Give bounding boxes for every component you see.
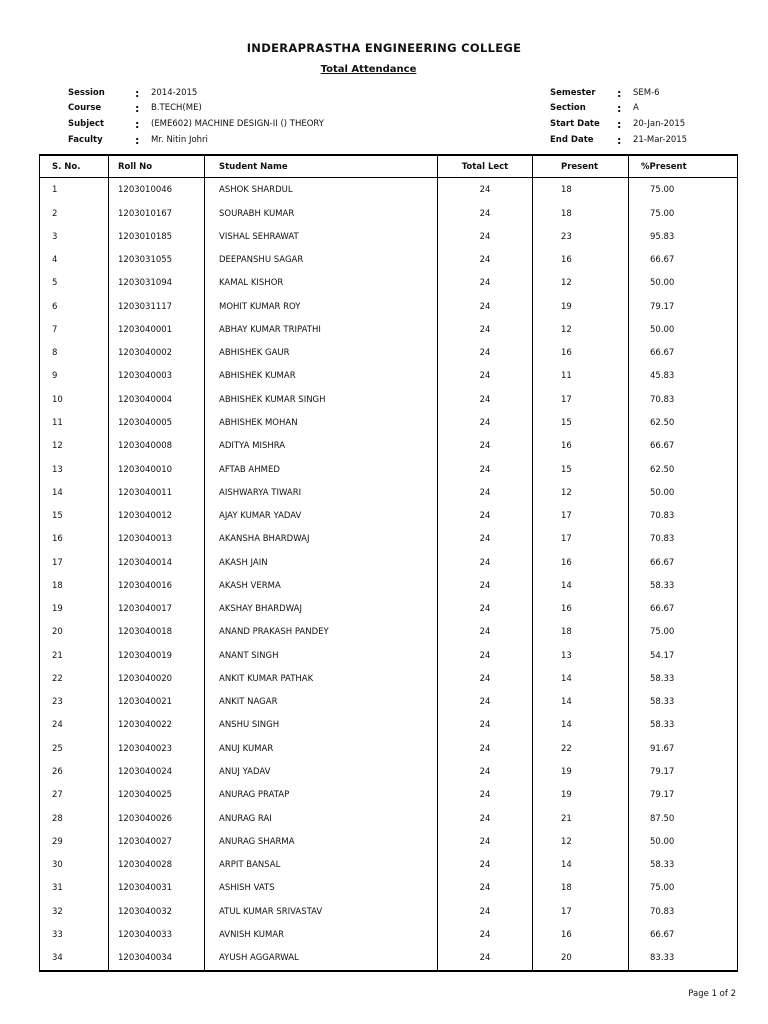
table-row [40,737,738,760]
cell-total-lect: 24 [438,435,533,458]
table-row [40,714,738,737]
cell-sno: 17 [40,551,109,574]
cell-roll-no: 1203040025 [109,784,205,807]
colon: : [135,102,140,115]
table-row [40,504,738,527]
table-row [40,760,738,783]
cell-sno: 29 [40,830,109,853]
cell-total-lect: 24 [438,202,533,225]
cell-total-lect: 24 [438,318,533,341]
cell-total-lect: 24 [438,388,533,411]
table-row [40,202,738,225]
cell-student-name: ANUJ YADAV [205,760,438,783]
table-row [40,388,738,411]
cell-percent-present: 66.67 [629,342,738,365]
cell-sno: 19 [40,598,109,621]
cell-student-name: ANKIT KUMAR PATHAK [205,667,438,690]
cell-student-name: MOHIT KUMAR ROY [205,295,438,318]
cell-student-name: ANSHU SINGH [205,714,438,737]
cell-percent-present: 66.67 [629,598,738,621]
cell-percent-present: 75.00 [629,877,738,900]
cell-roll-no: 1203040022 [109,714,205,737]
cell-total-lect: 24 [438,249,533,272]
column-header-student-name: Student Name [205,155,438,178]
column-header-total-lect: Total Lect [438,155,533,178]
cell-percent-present: 70.83 [629,388,738,411]
table-row [40,877,738,900]
cell-total-lect: 24 [438,760,533,783]
cell-student-name: ANKIT NAGAR [205,691,438,714]
table-row [40,295,738,318]
cell-student-name: ABHAY KUMAR TRIPATHI [205,318,438,341]
cell-student-name: AKASH VERMA [205,574,438,597]
cell-roll-no: 1203040012 [109,504,205,527]
cell-present: 18 [533,621,629,644]
table-row [40,947,738,971]
table-row [40,900,738,923]
cell-total-lect: 24 [438,737,533,760]
report-title: Total Attendance [320,64,417,75]
cell-student-name: ANANT SINGH [205,644,438,667]
cell-present: 23 [533,225,629,248]
cell-total-lect: 24 [438,644,533,667]
table-row [40,318,738,341]
cell-present: 21 [533,807,629,830]
table-row [40,923,738,946]
cell-sno: 8 [40,342,109,365]
cell-total-lect: 24 [438,178,533,203]
cell-sno: 23 [40,691,109,714]
cell-percent-present: 83.33 [629,947,738,971]
cell-sno: 20 [40,621,109,644]
cell-present: 12 [533,272,629,295]
page-number: Page 1 of 2 [688,989,736,999]
table-row [40,644,738,667]
table-row [40,365,738,388]
cell-percent-present: 66.67 [629,435,738,458]
cell-sno: 9 [40,365,109,388]
cell-sno: 2 [40,202,109,225]
cell-sno: 28 [40,807,109,830]
cell-present: 19 [533,760,629,783]
cell-student-name: ANURAG SHARMA [205,830,438,853]
cell-roll-no: 1203010167 [109,202,205,225]
cell-sno: 30 [40,853,109,876]
cell-present: 18 [533,202,629,225]
subject-value: (EME602) MACHINE DESIGN-II () THEORY [151,119,324,129]
cell-sno: 14 [40,481,109,504]
cell-sno: 25 [40,737,109,760]
cell-roll-no: 1203040016 [109,574,205,597]
start-date-label: Start Date [550,119,600,129]
cell-total-lect: 24 [438,458,533,481]
cell-percent-present: 45.83 [629,365,738,388]
cell-total-lect: 24 [438,225,533,248]
cell-student-name: ABHISHEK GAUR [205,342,438,365]
column-header-present: Present [533,155,629,178]
cell-student-name: ABHISHEK MOHAN [205,411,438,434]
cell-student-name: SOURABH KUMAR [205,202,438,225]
cell-roll-no: 1203040003 [109,365,205,388]
faculty-label: Faculty [68,135,103,145]
cell-roll-no: 1203040021 [109,691,205,714]
cell-roll-no: 1203040011 [109,481,205,504]
cell-percent-present: 66.67 [629,551,738,574]
cell-present: 14 [533,853,629,876]
cell-student-name: ABHISHEK KUMAR [205,365,438,388]
semester-value: SEM-6 [633,88,660,98]
cell-total-lect: 24 [438,411,533,434]
cell-percent-present: 91.67 [629,737,738,760]
table-row [40,481,738,504]
cell-percent-present: 58.33 [629,574,738,597]
cell-sno: 13 [40,458,109,481]
cell-sno: 33 [40,923,109,946]
cell-percent-present: 50.00 [629,272,738,295]
colon: : [135,87,140,100]
colon: : [617,118,622,131]
cell-present: 17 [533,388,629,411]
cell-total-lect: 24 [438,784,533,807]
course-value: B.TECH(ME) [151,103,202,113]
table-row [40,691,738,714]
end-date-label: End Date [550,135,594,145]
cell-present: 14 [533,574,629,597]
column-header-sno: S. No. [40,155,109,178]
cell-present: 15 [533,411,629,434]
cell-total-lect: 24 [438,853,533,876]
cell-roll-no: 1203040014 [109,551,205,574]
cell-percent-present: 50.00 [629,481,738,504]
cell-present: 16 [533,923,629,946]
table-row [40,342,738,365]
section-value: A [633,103,639,113]
cell-student-name: AVNISH KUMAR [205,923,438,946]
cell-student-name: ARPIT BANSAL [205,853,438,876]
table-row [40,411,738,434]
table-row [40,272,738,295]
cell-percent-present: 54.17 [629,644,738,667]
cell-student-name: ASHOK SHARDUL [205,178,438,203]
cell-percent-present: 95.83 [629,225,738,248]
cell-roll-no: 1203040026 [109,807,205,830]
cell-percent-present: 79.17 [629,760,738,783]
section-label: Section [550,103,586,113]
cell-student-name: AKSHAY BHARDWAJ [205,598,438,621]
cell-present: 22 [533,737,629,760]
cell-percent-present: 87.50 [629,807,738,830]
cell-present: 12 [533,481,629,504]
table-row [40,830,738,853]
cell-total-lect: 24 [438,877,533,900]
table-row [40,621,738,644]
cell-present: 14 [533,714,629,737]
cell-roll-no: 1203040013 [109,528,205,551]
cell-roll-no: 1203040019 [109,644,205,667]
cell-roll-no: 1203040027 [109,830,205,853]
course-label: Course [68,103,102,113]
cell-percent-present: 75.00 [629,178,738,203]
cell-roll-no: 1203040008 [109,435,205,458]
attendance-table [39,154,738,972]
session-value: 2014-2015 [151,88,198,98]
subject-label: Subject [68,119,105,129]
cell-present: 11 [533,365,629,388]
cell-present: 14 [533,691,629,714]
cell-student-name: AJAY KUMAR YADAV [205,504,438,527]
cell-total-lect: 24 [438,598,533,621]
cell-roll-no: 1203040018 [109,621,205,644]
table-row [40,225,738,248]
cell-roll-no: 1203031055 [109,249,205,272]
colon: : [135,134,140,147]
cell-total-lect: 24 [438,667,533,690]
cell-total-lect: 24 [438,295,533,318]
cell-percent-present: 66.67 [629,249,738,272]
cell-total-lect: 24 [438,830,533,853]
cell-roll-no: 1203040034 [109,947,205,971]
cell-student-name: ANURAG RAI [205,807,438,830]
cell-percent-present: 79.17 [629,295,738,318]
cell-sno: 1 [40,178,109,203]
cell-roll-no: 1203040004 [109,388,205,411]
cell-sno: 6 [40,295,109,318]
colon: : [617,102,622,115]
cell-total-lect: 24 [438,528,533,551]
cell-total-lect: 24 [438,342,533,365]
cell-total-lect: 24 [438,691,533,714]
cell-sno: 31 [40,877,109,900]
cell-percent-present: 50.00 [629,830,738,853]
cell-present: 12 [533,830,629,853]
cell-roll-no: 1203040023 [109,737,205,760]
cell-percent-present: 66.67 [629,923,738,946]
cell-present: 17 [533,528,629,551]
cell-roll-no: 1203040028 [109,853,205,876]
cell-student-name: ABHISHEK KUMAR SINGH [205,388,438,411]
table-header-row [40,155,738,178]
cell-student-name: AYUSH AGGARWAL [205,947,438,971]
cell-student-name: AISHWARYA TIWARI [205,481,438,504]
cell-present: 16 [533,249,629,272]
table-row [40,598,738,621]
table-row [40,178,738,203]
cell-total-lect: 24 [438,574,533,597]
table-row [40,458,738,481]
cell-percent-present: 75.00 [629,202,738,225]
cell-total-lect: 24 [438,807,533,830]
cell-roll-no: 1203040031 [109,877,205,900]
cell-present: 16 [533,342,629,365]
cell-percent-present: 58.33 [629,853,738,876]
cell-percent-present: 70.83 [629,528,738,551]
cell-percent-present: 62.50 [629,411,738,434]
cell-student-name: DEEPANSHU SAGAR [205,249,438,272]
cell-percent-present: 50.00 [629,318,738,341]
faculty-value: Mr. Nitin Johri [151,135,208,145]
cell-percent-present: 58.33 [629,691,738,714]
cell-student-name: ANAND PRAKASH PANDEY [205,621,438,644]
cell-roll-no: 1203040033 [109,923,205,946]
college-name: INDERAPRASTHA ENGINEERING COLLEGE [246,41,522,55]
cell-total-lect: 24 [438,551,533,574]
cell-roll-no: 1203040001 [109,318,205,341]
cell-sno: 26 [40,760,109,783]
cell-roll-no: 1203040002 [109,342,205,365]
cell-present: 16 [533,551,629,574]
table-row [40,249,738,272]
cell-present: 16 [533,598,629,621]
cell-sno: 12 [40,435,109,458]
cell-sno: 10 [40,388,109,411]
cell-roll-no: 1203040032 [109,900,205,923]
table-row [40,528,738,551]
semester-label: Semester [550,88,596,98]
cell-total-lect: 24 [438,947,533,971]
cell-sno: 7 [40,318,109,341]
cell-roll-no: 1203010185 [109,225,205,248]
cell-percent-present: 70.83 [629,900,738,923]
cell-student-name: VISHAL SEHRAWAT [205,225,438,248]
cell-sno: 21 [40,644,109,667]
cell-percent-present: 70.83 [629,504,738,527]
cell-total-lect: 24 [438,365,533,388]
cell-student-name: AKASH JAIN [205,551,438,574]
cell-roll-no: 1203040005 [109,411,205,434]
cell-total-lect: 24 [438,621,533,644]
cell-student-name: ASHISH VATS [205,877,438,900]
cell-roll-no: 1203031094 [109,272,205,295]
cell-present: 12 [533,318,629,341]
cell-total-lect: 24 [438,481,533,504]
session-label: Session [68,88,105,98]
cell-present: 19 [533,784,629,807]
cell-sno: 27 [40,784,109,807]
table-row [40,574,738,597]
table-row [40,551,738,574]
cell-sno: 24 [40,714,109,737]
cell-student-name: AKANSHA BHARDWAJ [205,528,438,551]
cell-roll-no: 1203040020 [109,667,205,690]
cell-sno: 3 [40,225,109,248]
cell-roll-no: 1203040010 [109,458,205,481]
cell-roll-no: 1203040024 [109,760,205,783]
cell-student-name: ANURAG PRATAP [205,784,438,807]
cell-total-lect: 24 [438,272,533,295]
end-date-value: 21-Mar-2015 [633,135,688,145]
cell-percent-present: 75.00 [629,621,738,644]
cell-sno: 18 [40,574,109,597]
cell-present: 13 [533,644,629,667]
cell-total-lect: 24 [438,923,533,946]
column-header-roll-no: Roll No [109,155,205,178]
cell-total-lect: 24 [438,900,533,923]
cell-sno: 15 [40,504,109,527]
table-row [40,784,738,807]
cell-student-name: AFTAB AHMED [205,458,438,481]
cell-percent-present: 58.33 [629,667,738,690]
colon: : [135,118,140,131]
cell-student-name: KAMAL KISHOR [205,272,438,295]
cell-present: 14 [533,667,629,690]
cell-percent-present: 58.33 [629,714,738,737]
cell-sno: 5 [40,272,109,295]
table-row [40,667,738,690]
cell-present: 17 [533,900,629,923]
cell-sno: 34 [40,947,109,971]
cell-roll-no: 1203040017 [109,598,205,621]
cell-sno: 32 [40,900,109,923]
cell-present: 17 [533,504,629,527]
cell-percent-present: 62.50 [629,458,738,481]
cell-sno: 22 [40,667,109,690]
cell-student-name: ADITYA MISHRA [205,435,438,458]
cell-student-name: ATUL KUMAR SRIVASTAV [205,900,438,923]
cell-present: 16 [533,435,629,458]
cell-percent-present: 79.17 [629,784,738,807]
cell-present: 19 [533,295,629,318]
cell-sno: 4 [40,249,109,272]
cell-present: 18 [533,178,629,203]
cell-present: 18 [533,877,629,900]
cell-present: 20 [533,947,629,971]
table-row [40,853,738,876]
cell-roll-no: 1203010046 [109,178,205,203]
cell-present: 15 [533,458,629,481]
cell-sno: 11 [40,411,109,434]
colon: : [617,134,622,147]
cell-sno: 16 [40,528,109,551]
cell-total-lect: 24 [438,714,533,737]
cell-student-name: ANUJ KUMAR [205,737,438,760]
start-date-value: 20-Jan-2015 [633,119,686,129]
table-row [40,435,738,458]
cell-roll-no: 1203031117 [109,295,205,318]
colon: : [617,87,622,100]
column-header-percent-present: %Present [629,155,738,178]
table-row [40,807,738,830]
cell-total-lect: 24 [438,504,533,527]
